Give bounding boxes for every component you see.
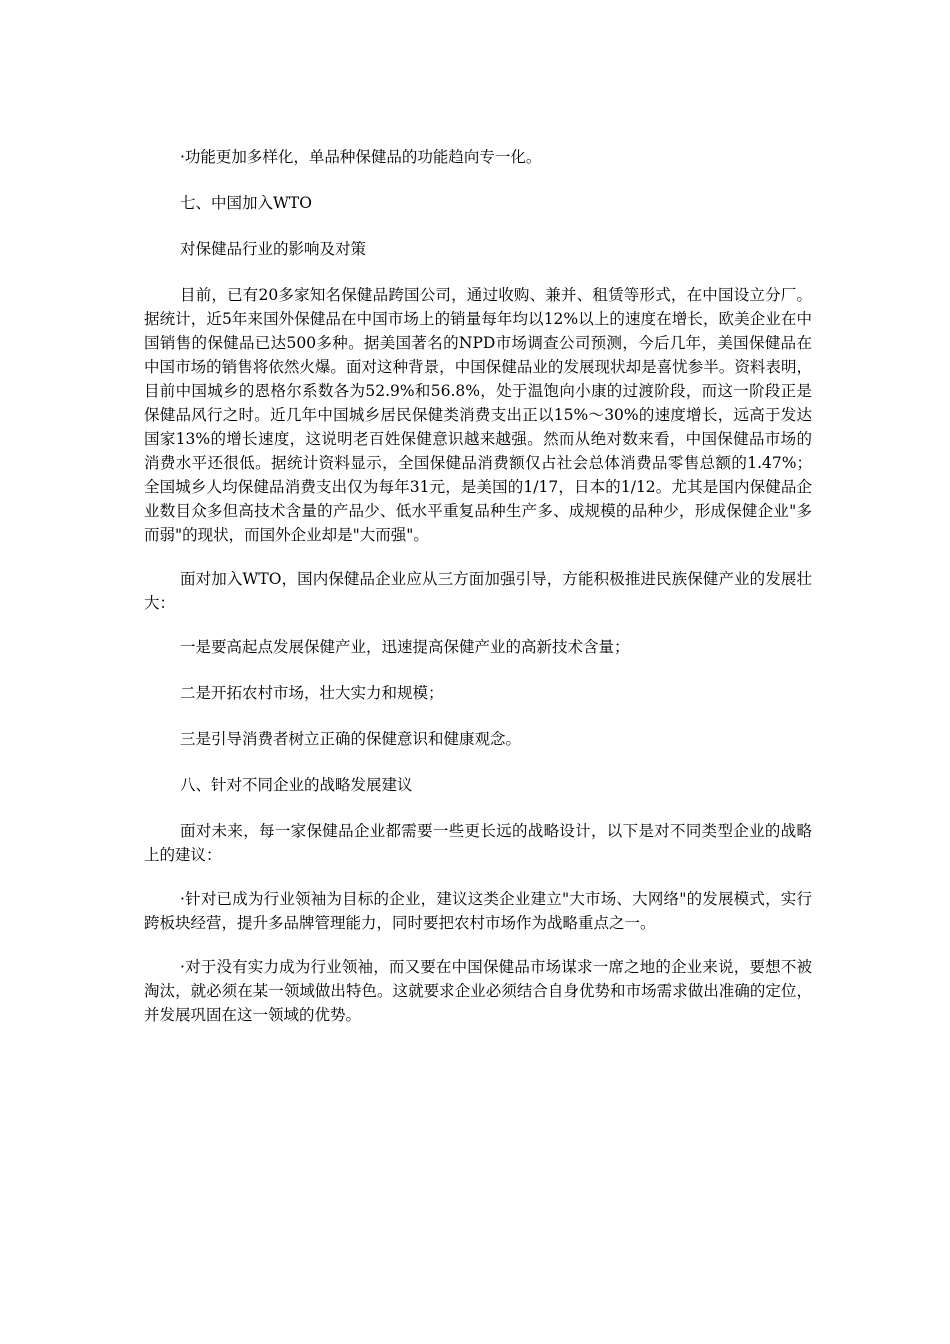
paragraph-wto-guidance: 面对加入WTO，国内保健品企业应从三方面加强引导，方能积极推进民族保健产业的发展壮大：	[144, 570, 812, 612]
section-heading-8: 八、针对不同企业的战略发展建议	[180, 776, 413, 794]
paragraph-bullet-functions: ·功能更加多样化，单品种保健品的功能趋向专一化。	[180, 148, 542, 166]
list-item-first: 一是要高起点发展保健产业，迅速提高保健产业的高新技术含量；	[180, 638, 630, 656]
paragraph-bullet-leaders: ·针对已成为行业领袖为目标的企业，建议这类企业建立"大市场、大网络"的发展模式，实行跨板块经营，提升多品牌管理能力，同时要把农村市场作为战略重点之一。	[144, 890, 812, 932]
section-heading-7: 七、中国加入WTO	[180, 194, 312, 212]
paragraph-future-strategy: 面对未来，每一家保健品企业都需要一些更长远的战略设计，以下是对不同类型企业的战略上的建议：	[144, 822, 812, 864]
paragraph-market-analysis: 目前，已有20多家知名保健品跨国公司，通过收购、兼并、租赁等形式，在中国设立分厂。据统计，近5年来国外保健品在中国市场上的销量每年均以12%以上的速度在增长，欧美企业在中国销售的保健品已达500多种。据美国著名的NPD市场调查公司预测，今后几年，美国保健品在中国市场的销售将依然火爆。面对这种背景，中国保健品业的发展现状却是喜忧参半。资料表明，目前中国城乡的恩格尔系数各为52.9%和56.8%，处于温饱向小康的过渡阶段，而这一阶段正是保健品风行之时。近几年中国城乡居民保健类消费支出正以15%～30%的速度增长，远高于发达国家13%的增长速度，这说明老百姓保健意识越来越强。然而从绝对数来看，中国保健品市场的消费水平还很低。据统计资料显示，全国保健品消费额仅占社会总体消费品零售总额的1.47%；全国城乡人均保健品消费支出仅为每年31元，是美国的1/17，日本的1/12。尤其是国内保健品企业数目众多但高技术含量的产品少、低水平重复品种生产多、成规模的品种少，形成保健企业"多而弱"的现状，而国外企业却是"大而强"。	[144, 286, 812, 544]
document-page	[144, 145, 812, 1027]
section-subheading-7: 对保健品行业的影响及对策	[180, 240, 367, 258]
list-item-second: 二是开拓农村市场，壮大实力和规模；	[180, 684, 444, 702]
list-item-third: 三是引导消费者树立正确的保健意识和健康观念。	[180, 730, 522, 748]
paragraph-bullet-niche: ·对于没有实力成为行业领袖，而又要在中国保健品市场谋求一席之地的企业来说，要想不被淘汰，就必须在某一领域做出特色。这就要求企业必须结合自身优势和市场需求做出准确的定位，并发展巩固在这一领域的优势。	[144, 958, 812, 1024]
